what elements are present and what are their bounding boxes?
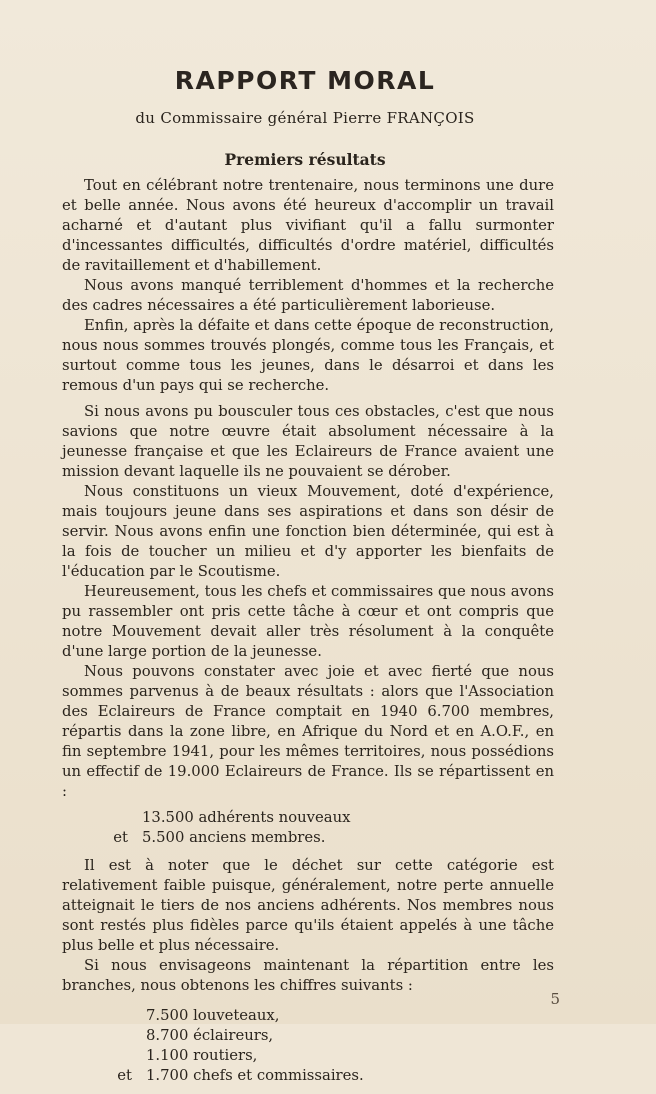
section-heading: Premiers résultats	[224, 150, 386, 169]
body-text	[62, 176, 554, 1094]
list-text: 1.100 routiers,	[146, 1047, 258, 1064]
list-text: 1.700 chefs et commissaires.	[146, 1067, 364, 1084]
list-lead	[62, 808, 142, 828]
paragraph: Enfin, après la défaite et dans cette époque de reconstruction, nous nous sommes trouvés plongés, comme tous les Français, et surtout comme tous les jeunes, dans le désarroi et dans les remous d'un pays qui se recherche.	[62, 317, 554, 394]
list-text: 7.500 louveteaux,	[146, 1007, 280, 1024]
paragraph: Tout en célébrant notre trentenaire, nous terminons une dure et belle année. Nous avons été heureux d'accomplir un travail acharné et d'autant plus vivifiant qu'il a fallu surmonter d'incessantes difficultés, difficultés d'ordre matériel, difficultés de ravitaillement et d'habillement.	[62, 177, 554, 274]
membership-list	[62, 808, 554, 848]
list-lead	[62, 1026, 146, 1046]
paragraph: Nous avons manqué terriblement d'hommes et la recherche des cadres nécessaires a été particulièrement laborieuse.	[62, 277, 554, 314]
paragraph: Nous pouvons constater avec joie et avec fierté que nous sommes parvenus à de beaux résultats : alors que l'Association des Eclaireurs de France comptait en 1940 6.700 membres, répartis dans la zone libre, en Afrique du Nord et en A.O.F., en fin septembre 1941, pour les mêmes territoires, nous possédions un effectif de 19.000 Eclaireurs de France. Ils se répartissent en :	[62, 663, 554, 800]
author-subtitle: du Commissaire général Pierre FRANÇOIS	[135, 109, 475, 127]
list-item	[62, 808, 554, 828]
list-item	[62, 828, 554, 848]
list-text: 5.500 anciens membres.	[142, 829, 326, 846]
paragraph: Si nous avons pu bousculer tous ces obstacles, c'est que nous savions que notre œuvre était absolument nécessaire à la jeunesse française et que les Eclaireurs de France avaient une mission devant laquelle ils ne pouvaient se dérober.	[62, 403, 554, 480]
list-item	[62, 1046, 554, 1066]
list-item	[62, 1026, 554, 1046]
branches-list	[62, 1006, 554, 1086]
list-lead	[62, 1006, 146, 1026]
page-title: RAPPORT MORAL	[174, 66, 436, 95]
paragraph: Si nous envisageons maintenant la répartition entre les branches, nous obtenons les chiffres suivants :	[62, 957, 554, 994]
list-lead	[62, 1046, 146, 1066]
list-text: 8.700 éclaireurs,	[146, 1027, 274, 1044]
page-number: 5	[550, 990, 560, 1008]
list-lead: et	[113, 829, 128, 846]
list-item	[62, 1006, 554, 1026]
list-text: 13.500 adhérents nouveaux	[142, 809, 351, 826]
paragraph: Heureusement, tous les chefs et commissaires que nous avons pu rassembler ont pris cette tâche à cœur et ont compris que notre Mouvement devait aller très résolument à la conquête d'une large portion de la jeunesse.	[62, 583, 554, 660]
list-lead: et	[117, 1067, 132, 1084]
paragraph: Il est à noter que le déchet sur cette catégorie est relativement faible puisque, généralement, notre perte annuelle atteignait le tiers de nos anciens adhérents. Nos membres nous sont restés plus fidèles parce qu'ils étaient appelés à une tâche plus belle et plus nécessaire.	[62, 857, 554, 954]
paragraph: Nous constituons un vieux Mouvement, doté d'expérience, mais toujours jeune dans ses aspirations et dans son désir de servir. Nous avons enfin une fonction bien déterminée, qui est à la fois de toucher un milieu et d'y apporter les bienfaits de l'éducation par le Scoutisme.	[62, 483, 554, 580]
list-item	[62, 1066, 554, 1086]
